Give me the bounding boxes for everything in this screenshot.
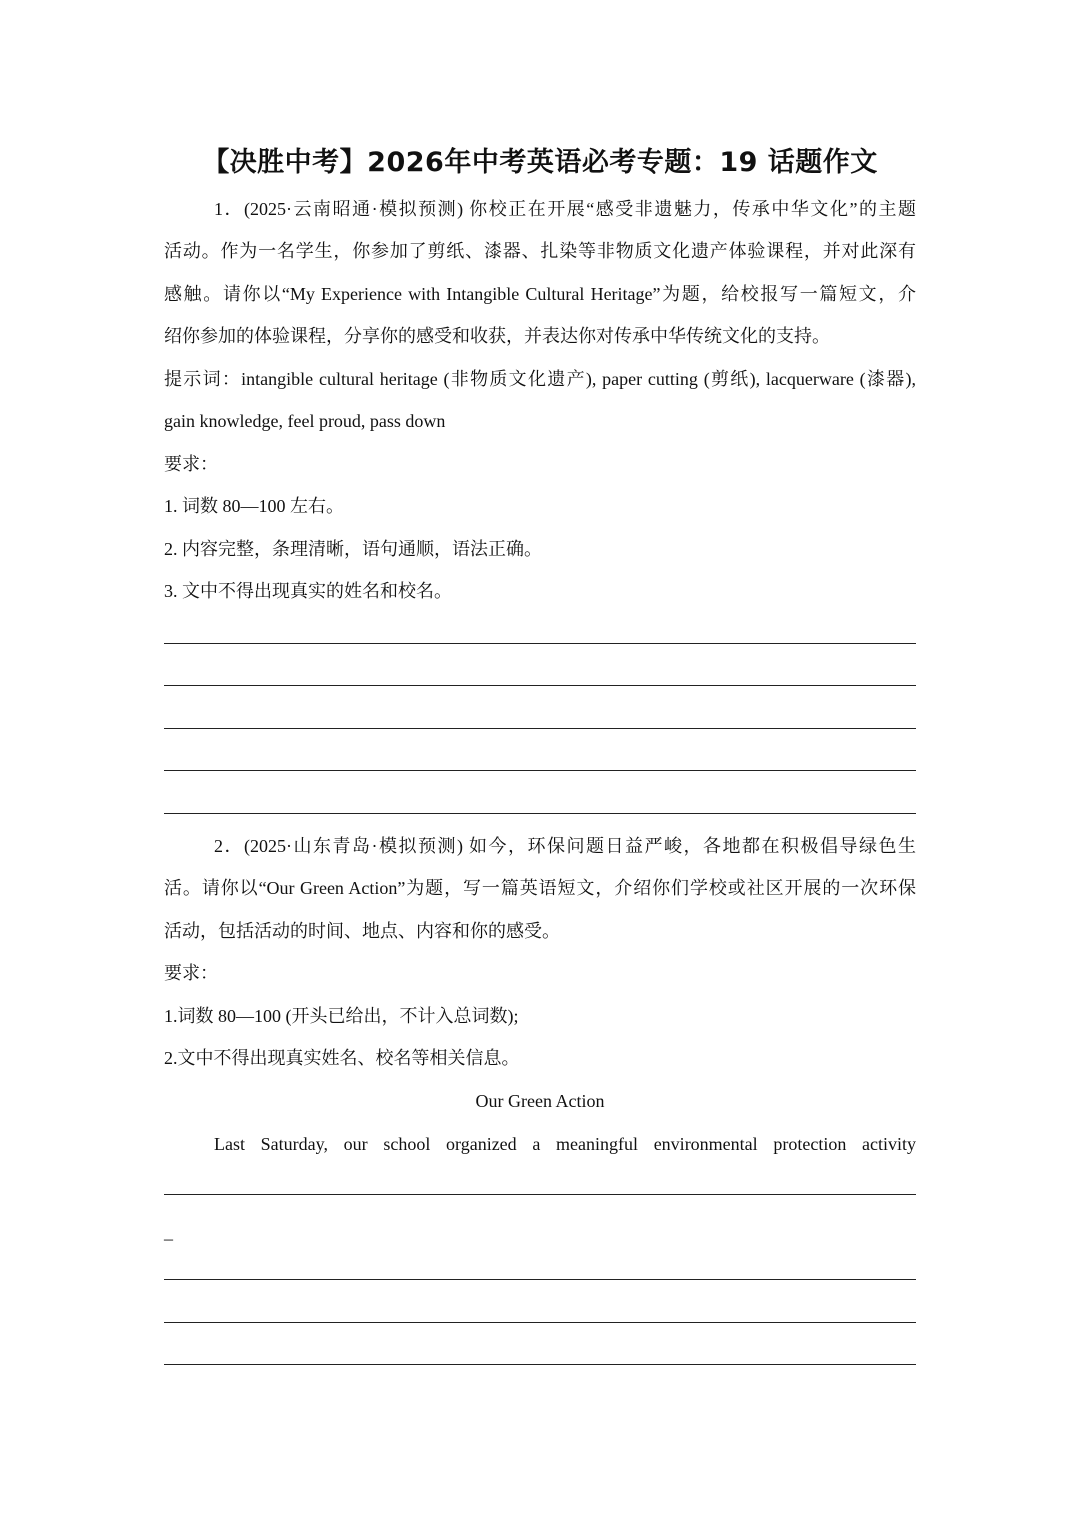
q2-requirement-item: 1.词数 80—100 (开头已给出，不计入总词数); xyxy=(164,1006,519,1026)
q1-writing-line xyxy=(164,685,916,686)
q1-writing-line xyxy=(164,643,916,644)
q2-prompt-line: 活。请你以“Our Green Action”为题，写一篇英语短文，介绍你们学校或社区开展的一次环保 xyxy=(164,878,916,898)
q2-writing-line xyxy=(164,1194,916,1195)
q1-requirement-item: 1. 词数 80—100 左右。 xyxy=(164,496,344,516)
q1-requirements-label: 要求： xyxy=(164,454,218,474)
q1-writing-line xyxy=(164,770,916,771)
q1-requirement-item: 3. 文中不得出现真实的姓名和校名。 xyxy=(164,581,452,601)
q2-essay-title: Our Green Action xyxy=(475,1091,605,1111)
q2-prompt-line: 2．(2025·山东青岛·模拟预测) 如今，环保问题日益严峻，各地都在积极倡导绿色生 xyxy=(214,836,916,856)
q1-requirement-item: 2. 内容完整，条理清晰，语句通顺，语法正确。 xyxy=(164,539,542,559)
q2-requirement-item: 2.文中不得出现真实姓名、校名等相关信息。 xyxy=(164,1048,520,1068)
q2-requirements-label: 要求： xyxy=(164,963,218,983)
q2-writing-line xyxy=(164,1322,916,1323)
q1-hint-words-cont: gain knowledge, feel proud, pass down xyxy=(164,411,446,431)
q1-hint-words: 提示词：intangible cultural heritage (非物质文化遗产), paper cutting (剪纸), lacquerware (漆器), xyxy=(164,369,916,389)
q1-prompt-line: 绍你参加的体验课程，分享你的感受和收获，并表达你对传承中华传统文化的支持。 xyxy=(164,326,830,346)
q2-underscore-mark: _ xyxy=(164,1222,173,1242)
q2-writing-line xyxy=(164,1364,916,1365)
q2-essay-opening: Last Saturday, our school organized a meaningful environmental protection activity xyxy=(214,1134,916,1154)
q2-writing-line xyxy=(164,1279,916,1280)
page-title: 【决胜中考】2026年中考英语必考专题：19 话题作文 xyxy=(202,147,878,178)
q1-prompt-line: 1．(2025·云南昭通·模拟预测) 你校正在开展“感受非遗魅力，传承中华文化”的主题 xyxy=(214,199,916,219)
q1-writing-line xyxy=(164,813,916,814)
q1-writing-line xyxy=(164,728,916,729)
q1-prompt-line: 活动。作为一名学生，你参加了剪纸、漆器、扎染等非物质文化遗产体验课程，并对此深有 xyxy=(164,241,916,261)
q2-prompt-line: 活动，包括活动的时间、地点、内容和你的感受。 xyxy=(164,921,560,941)
q1-prompt-line: 感触。请你以“My Experience with Intangible Cultural Heritage”为题，给校报写一篇短文，介 xyxy=(164,284,916,304)
